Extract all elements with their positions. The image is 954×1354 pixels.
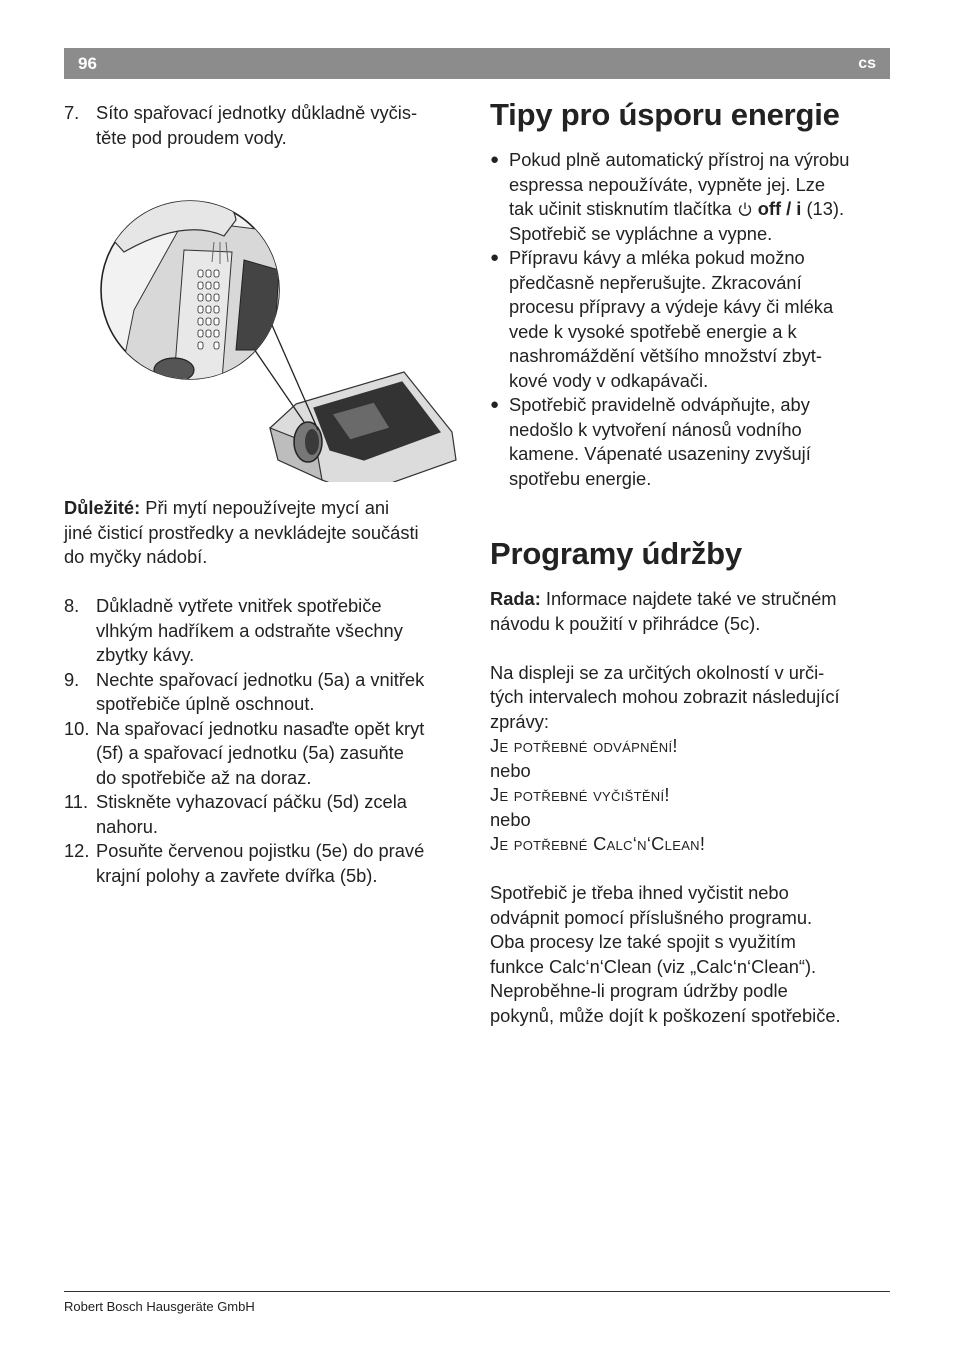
bullet-icon: ● [490,249,500,266]
step-11: 11. Stiskněte vyhazovací páčku (5d) zcela nahoru. [64,791,407,837]
important-note: Důležité: Při mytí nepoužívejte mycí ani jiné čisticí prostředky a nevkládejte součásti do myčky nádobí. [64,497,419,567]
page-number: 96 [78,54,97,73]
right-column [490,96,894,1028]
display-message-cleaning: Je potřebné vyčištění! [490,784,670,805]
step-10: 10. Na spařovací jednotku nasaďte opět kryt (5f) a spařovací jednotku (5a) zasuňte do spotřebiče až na doraz. [64,717,425,788]
power-button-icon [737,201,753,217]
cleaning-steps-list [64,594,468,888]
energy-tips-list [490,148,894,491]
brewing-unit-illustration [64,160,468,482]
step-9: 9. Nechte spařovací jednotku (5a) a vnitřek spotřebiče úplně oschnout. [64,668,425,714]
step-7-list [64,101,468,150]
footer-company: Robert Bosch Hausgeräte GmbH [64,1299,255,1314]
or-text: nebo [490,808,531,830]
brewing-unit-drawing [64,160,468,482]
maintenance-closing-text: Spotřebič je třeba ihned vyčistit nebo odvápnit pomocí příslušného programu. Oba procesy lze také spojit s využitím funkce Calc‘n‘Clean (viz „Calc‘n‘Clean“). Neproběhne-li program údržby podle pokynů, může dojít k poškození spotřebiče. [490,882,841,1026]
footer-divider [64,1291,890,1292]
bullet-icon: ● [490,396,500,413]
display-message-descaling: Je potřebné odvápnění! [490,735,678,756]
step-12: 12. Posuňte červenou pojistku (5e) do pravé krajní polohy a zavřete dvířka (5b). [64,840,425,886]
energy-tip-1: ● Pokud plně automatický přístroj na výrobu espressa nepoužíváte, vypněte jej. Lze tak učinit stisknutím tlačítka off / i (13). Spotřebič se vypláchne a vypne. [490,149,850,244]
tip-note: Rada: Informace najdete také ve stručném návodu k použití v přihrádce (5c). [490,588,837,634]
energy-tip-3: ● Spotřebič pravidelně odvápňujte, aby nedošlo k vytvoření nánosů vodního kamene. Vápenaté usazeniny zvyšují spotřebu energie. [490,394,811,489]
step-8: 8. Důkladně vytřete vnitřek spotřebiče vlhkým hadříkem a odstraňte všechny zbytky kávy. [64,595,403,665]
page-header-bar [64,48,890,79]
bullet-icon: ● [490,151,500,168]
off-info-button-label: off / i [757,198,802,219]
display-message-calc-n-clean: Je potřebné Calc‘n‘Clean! [490,833,706,854]
energy-tips-heading: Tipy pro úsporu energie [490,97,840,132]
step-7: 7. Síto spařovací jednotky důkladně vyčis- těte pod proudem vody. [64,102,418,148]
left-column [64,101,468,888]
language-code: cs [858,55,876,72]
maintenance-programs-heading: Programy údržby [490,536,742,571]
display-messages-intro: Na displeji se za určitých okolností v urči- tých intervalech mohou zobrazit následující zprávy: [490,661,840,732]
or-text: nebo [490,759,531,781]
energy-tip-2: ● Přípravu kávy a mléka pokud možno předčasně nepřerušujte. Zkracování procesu přípravy a výdeje kávy či mléka vede k vysoké spotřebě energie a k nashromáždění většího množství zbyt- kové vody v odkapávači. [490,247,834,391]
